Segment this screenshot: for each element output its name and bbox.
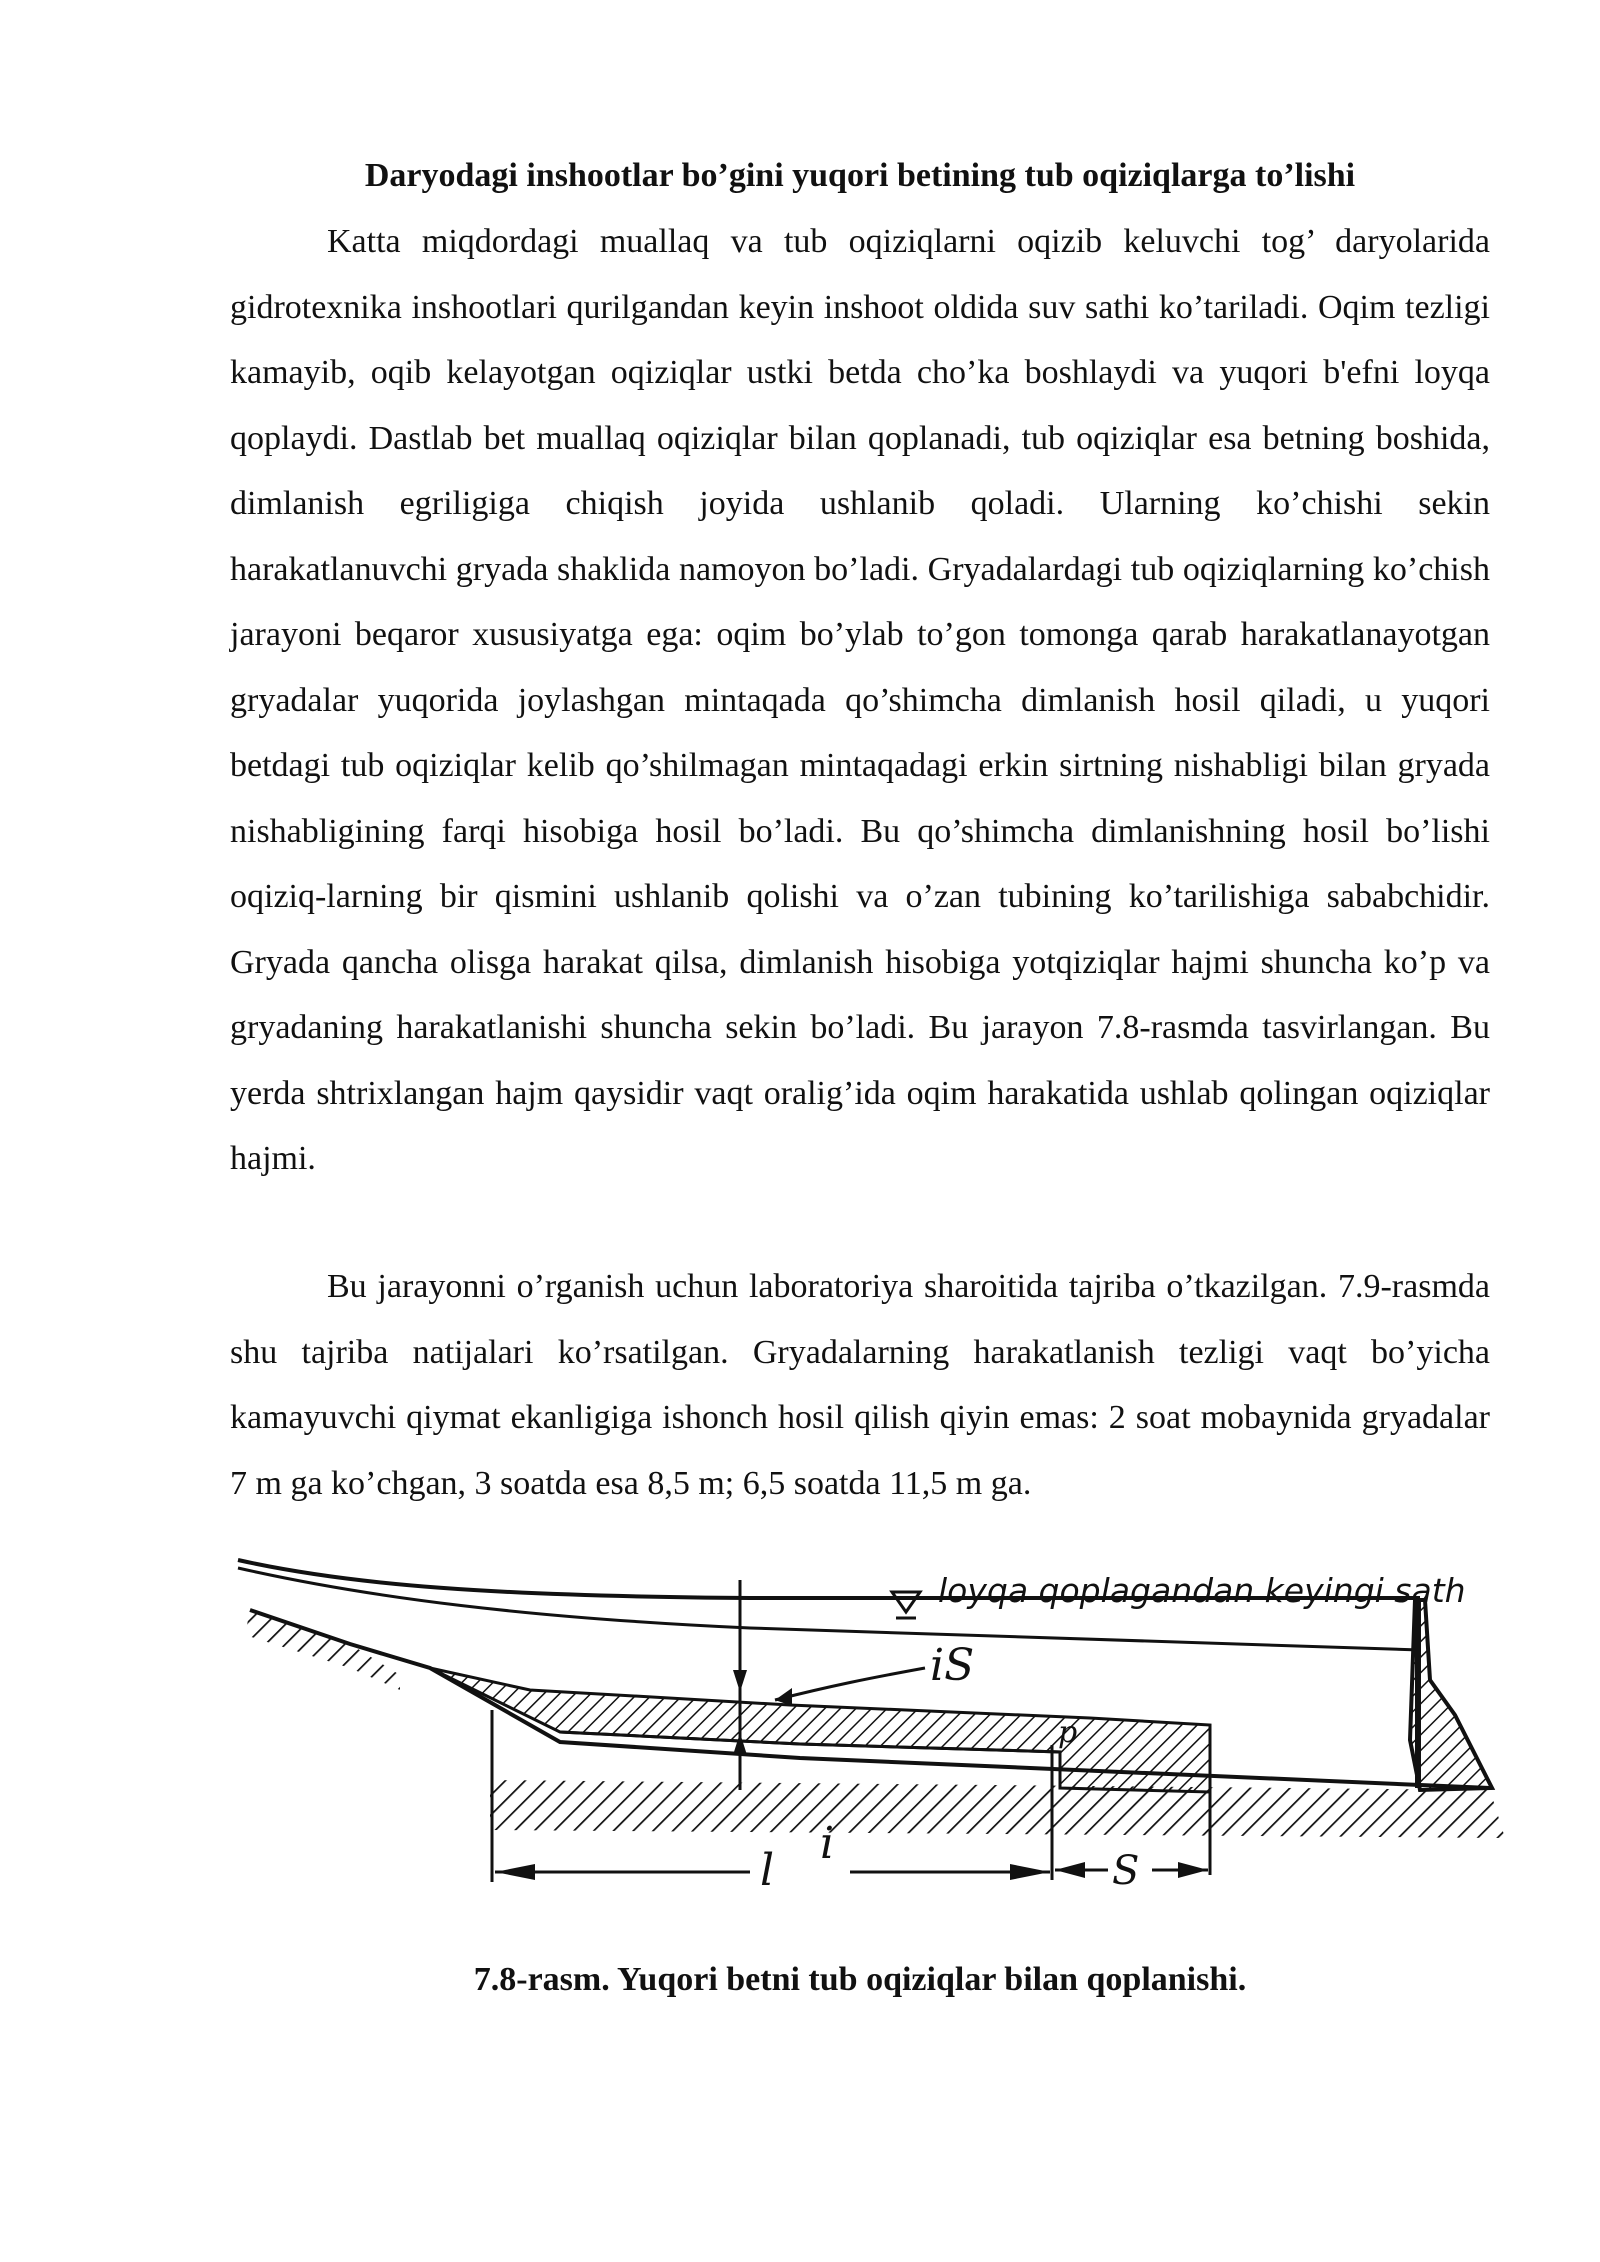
paragraph-2: Bu jarayonni o’rganish uchun laboratoriya sharoitida tajriba o’tkazilgan. 7.9-rasmda shu tajriba natijalari ko’rsatilgan. Gryadalarning harakatlanish tezligi vaqt bo’yicha kamayuvchi qiymat ekanligiga ishonch hosil qilish qiyin emas: 2 soat mobaynida gryadalar 7 m ga ko’chgan, 3 soatda esa 8,5 m; 6,5 soatda 11,5 m ga.: [230, 1268, 1490, 1502]
dim-arrow-l-right: [1010, 1864, 1050, 1880]
is-pointer: [775, 1668, 925, 1700]
water-level-triangle-icon: [892, 1592, 920, 1618]
figure-caption: 7.8-rasm. Yuqori betni tub oqiziqlar bilan qoplanishi.: [473, 1961, 1247, 1998]
section-heading: Daryodagi inshootlar bo’gini yuqori betining tub oqiziqlarga to’lishi: [364, 157, 1356, 194]
dim-arrow-s-right: [1178, 1862, 1208, 1878]
figure-7-8: [230, 1540, 1520, 1940]
dim-arrow-s-left: [1055, 1862, 1085, 1878]
bed-line: [250, 1610, 1490, 1788]
ground-hatch-bottom: [490, 1780, 1505, 1838]
sediment-deposit: [430, 1668, 1210, 1792]
label-is: iS: [930, 1640, 975, 1691]
label-p: p: [1058, 1715, 1078, 1750]
dim-arrow-l-left: [495, 1864, 535, 1880]
dam: [1410, 1600, 1492, 1790]
label-l: l: [760, 1845, 775, 1896]
label-i: i: [820, 1818, 835, 1869]
label-s: S: [1112, 1848, 1140, 1894]
water-level-label: loyqa qoplagandan keyingi sath: [938, 1571, 1466, 1610]
sediment-diagram: [230, 1540, 1520, 1940]
paragraph-1: Katta miqdordagi muallaq va tub oqiziqlarni oqizib keluvchi tog’ daryolarida gidrotexnika inshootlari qurilgandan keyin inshoot oldida suv sathi ko’tariladi. Oqim tezligi kamayib, oqib kelayotgan oqiziqlar ustki betda cho’ka boshlaydi va yuqori b'efni loyqa qoplaydi. Dastlab bet muallaq oqiziqlar bilan qoplanadi, tub oqiziqlar esa betning boshida, dimlanish egriligiga chiqish joyida ushlanib qoladi. Ularning ko’chishi sekin harakatlanuvchi gryada shaklida namoyon bo’ladi. Gryadalardagi tub oqiziqlarning ko’chish jarayoni beqaror xususiyatga ega: oqim bo’ylab to’gon tomonga qarab harakatlanayotgan gryadalar yuqorida joylashgan mintaqada qo’shimcha dimlanish hosil qiladi, u yuqori betdagi tub oqiziqlar kelib qo’shilmagan mintaqadagi erkin sirtning nishabligi bilan gryada nishabligining farqi hisobiga hosil bo’ladi. Bu qo’shimcha dimlanishning hosil bo’lishi oqiziq-larning bir qismini ushlanib qolishi va o’zan tubining ko’tarilishiga sababchidir. Gryada qancha olisga harakat qilsa, dimlanish hisobiga yotqiziqlar hajmi shuncha ko’p va gryadaning harakatlanishi shuncha sekin bo’ladi. Bu jarayon 7.8-rasmda tasvirlangan. Bu yerda shtrixlangan hajm qaysidir vaqt oralig’ida oqim harakatida ushlab qolingan oqiziqlar hajmi.: [230, 223, 1490, 1177]
arrow-down-is: [733, 1670, 747, 1692]
